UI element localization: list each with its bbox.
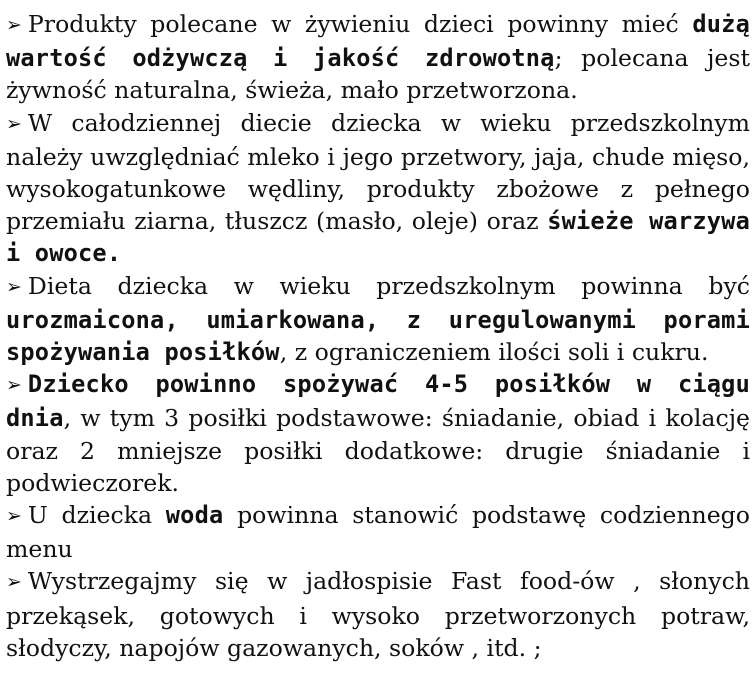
- bullet-4-text-end: , w tym 3 posiłki podstawowe: śniadanie, obiad i kolację oraz 2 mniejsze posiłki dodatkowe: drugie śniadanie i podwieczorek.: [6, 404, 750, 497]
- bullet-6: [6, 565, 750, 664]
- bullet-3-text-end: , z ograniczeniem ilości soli i cukru.: [279, 338, 709, 367]
- arrow-bullet-icon: ➢: [6, 275, 22, 298]
- arrow-bullet-icon: ➢: [6, 112, 22, 135]
- arrow-bullet-icon: ➢: [6, 505, 22, 528]
- bullet-1-text-end: ; polecana jest żywność naturalna, świeża, mało przetworzona.: [6, 44, 750, 105]
- bullet-4: [6, 368, 750, 499]
- bullet-5-text: U dziecka: [27, 501, 166, 530]
- bullet-5-text-end: powinna stanowić podstawę codziennego menu: [6, 501, 750, 564]
- bullet-3: [6, 270, 750, 369]
- arrow-bullet-icon: ➢: [6, 14, 22, 36]
- bullet-5-bold: woda: [165, 501, 224, 530]
- arrow-bullet-icon: ➢: [6, 571, 22, 594]
- arrow-bullet-icon: ➢: [6, 374, 22, 397]
- bullet-4-bold: Dziecko powinno spożywać 4-5 posiłków w ciągu dnia: [6, 370, 750, 433]
- bullet-3-text: Dieta dziecka w wieku przedszkolnym powinna być: [27, 271, 750, 300]
- bullet-2-text: W całodziennej diecie dziecka w wieku przedszkolnym należy uwzględniać mleko i jego przetwory, jaja, chude mięso, wysokogatunkowe wędliny, produkty zbożowe z pełnego przemiału ziarna, tłuszcz (masło, oleje) oraz: [6, 108, 750, 236]
- bullet-2-bold: świeże warzywa i owoce.: [6, 207, 750, 268]
- bullet-1-text: Produkty polecane w żywieniu dzieci powinny mieć: [27, 10, 693, 38]
- bullet-1: [6, 8, 750, 107]
- bullet-5: [6, 499, 750, 565]
- bullet-1-bold: dużą wartość odżywczą i jakość zdrowotną: [6, 10, 750, 73]
- bullet-6-text: Wystrzegajmy się w jadłospisie Fast food-ów , słonych przekąsek, gotowych i wysoko przetworzonych potraw, słodyczy, napojów gazowanych, soków , itd. ;: [6, 567, 750, 662]
- bullet-2: [6, 107, 750, 270]
- document-body: [6, 8, 750, 664]
- bullet-3-bold: urozmaicona, umiarkowana, z uregulowanymi porami spożywania posiłków: [6, 305, 750, 367]
